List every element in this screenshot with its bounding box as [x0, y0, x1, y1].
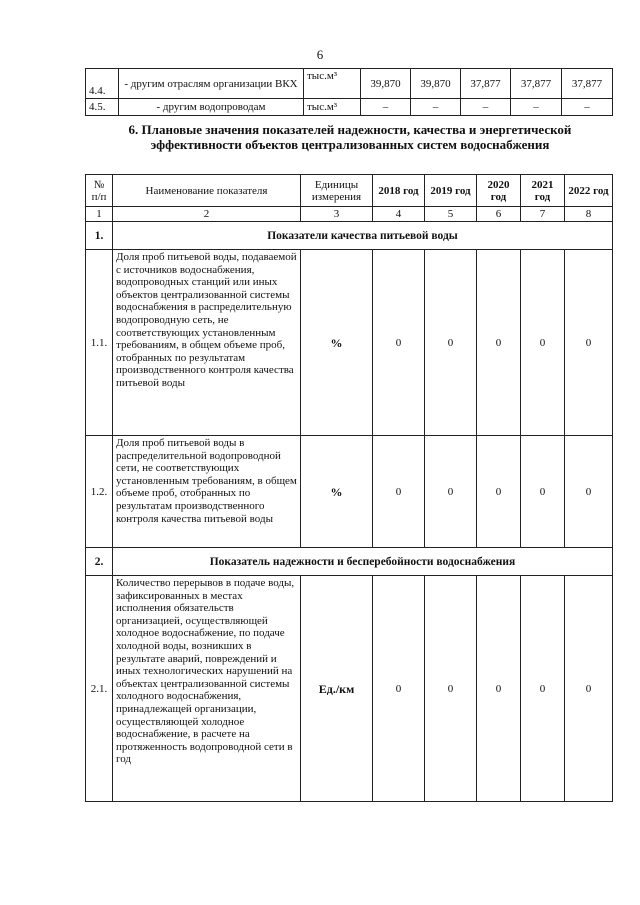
section-title: 6. Плановые значения показателей надежности, качества и энергетической эффективности объектов централизованных систем водоснабжения — [128, 122, 572, 152]
value-cell: 0 — [521, 436, 565, 548]
unit-cell: Ед./км — [301, 576, 373, 802]
value-cell: 0 — [521, 250, 565, 436]
row-number: 4.4. — [86, 69, 119, 99]
index-cell: 2 — [113, 207, 301, 222]
value-cell: 0 — [373, 436, 425, 548]
unit-cell: % — [301, 436, 373, 548]
value-cell: 37,877 — [461, 69, 511, 99]
indicator-name: - другим водопроводам — [119, 99, 304, 116]
table-row — [86, 436, 613, 548]
col-header-year: 2021 год — [521, 175, 565, 207]
section-heading: Показатели качества питьевой воды — [113, 222, 613, 250]
indicator-name: - другим отраслям организации ВКХ — [119, 69, 304, 99]
value-cell: 0 — [373, 576, 425, 802]
value-cell: 39,870 — [361, 69, 411, 99]
value-cell: 0 — [565, 250, 613, 436]
col-header-num: № п/п — [86, 175, 113, 207]
value-cell: – — [411, 99, 461, 116]
row-number: 1.2. — [86, 436, 113, 548]
index-row — [86, 207, 613, 222]
value-cell: 0 — [425, 576, 477, 802]
col-header-year: 2018 год — [373, 175, 425, 207]
top-table — [85, 68, 613, 116]
value-cell: 0 — [477, 436, 521, 548]
value-cell: 0 — [521, 576, 565, 802]
col-header-unit: Единицы измерения — [301, 175, 373, 207]
header-row — [86, 175, 613, 207]
value-cell: 0 — [477, 576, 521, 802]
page-number: 6 — [316, 47, 324, 62]
index-cell: 1 — [86, 207, 113, 222]
unit-cell: % — [301, 250, 373, 436]
row-number: 1.1. — [86, 250, 113, 436]
value-cell: – — [562, 99, 613, 116]
col-header-year: 2022 год — [565, 175, 613, 207]
section-number: 2. — [86, 548, 113, 576]
value-cell: 0 — [477, 250, 521, 436]
section-number: 1. — [86, 222, 113, 250]
value-cell: 37,877 — [562, 69, 613, 99]
col-header-year: 2020 год — [477, 175, 521, 207]
table-row — [86, 99, 613, 116]
col-header-name: Наименование показателя — [113, 175, 301, 207]
indicator-name: Доля проб питьевой воды в распределительной водопроводной сети, не соответствующих установленным требованиям, в общем объеме проб, отобранных по результатам производственного контроля качества питьевой воды — [113, 436, 301, 548]
value-cell: – — [511, 99, 562, 116]
index-cell: 7 — [521, 207, 565, 222]
value-cell: 0 — [373, 250, 425, 436]
value-cell: – — [461, 99, 511, 116]
indicator-name: Количество перерывов в подаче воды, зафиксированных в местах исполнения обязательств организацией, осуществляющей холодное водоснабжение, по подаче холодной воды, возникших в результате аварий, повреждений и иных технологических нарушений на объектах централизованной системы холодного водоснабжения, принадлежащей организации, осуществляющей холодное водоснабжение, в расчете на протяженность водопроводной сети в год — [113, 576, 301, 802]
index-cell: 3 — [301, 207, 373, 222]
index-cell: 6 — [477, 207, 521, 222]
value-cell: 0 — [565, 576, 613, 802]
index-cell: 8 — [565, 207, 613, 222]
value-cell: 0 — [565, 436, 613, 548]
table-row — [86, 576, 613, 802]
unit-cell: тыс.м³ — [304, 99, 361, 116]
section-heading: Показатель надежности и бесперебойности водоснабжения — [113, 548, 613, 576]
section-row — [86, 222, 613, 250]
indicator-name: Доля проб питьевой воды, подаваемой с источников водоснабжения, водопроводных станций или иных объектов централизованной системы водоснабжения в распределительную водопроводную сеть, не соответствующих установленным требованиям, в общем объеме проб, отобранных по результатам производственного контроля качества питьевой воды — [113, 250, 301, 436]
row-number: 2.1. — [86, 576, 113, 802]
row-number: 4.5. — [86, 99, 119, 116]
table-row — [86, 69, 613, 99]
table-row — [86, 250, 613, 436]
value-cell: – — [361, 99, 411, 116]
value-cell: 0 — [425, 250, 477, 436]
index-cell: 5 — [425, 207, 477, 222]
col-header-year: 2019 год — [425, 175, 477, 207]
value-cell: 0 — [425, 436, 477, 548]
unit-cell: тыс.м³ — [304, 69, 361, 99]
value-cell: 37,877 — [511, 69, 562, 99]
index-cell: 4 — [373, 207, 425, 222]
indicators-table — [85, 174, 613, 802]
value-cell: 39,870 — [411, 69, 461, 99]
section-row — [86, 548, 613, 576]
